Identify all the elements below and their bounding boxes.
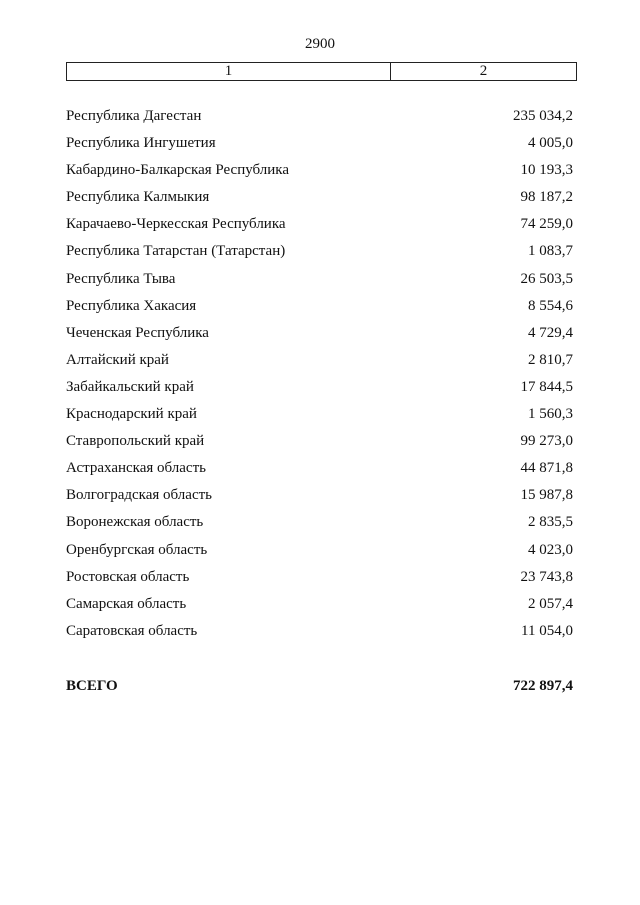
region-value: 99 273,0 [520,433,573,450]
region-value: 44 871,8 [520,460,573,477]
region-name: Краснодарский край [66,406,197,423]
region-name: Воронежская область [66,514,204,531]
region-value: 10 193,3 [520,162,573,179]
region-value: 4 005,0 [528,135,573,152]
region-name: Республика Дагестан [66,108,202,124]
region-name: Саратовская область [66,622,198,639]
region-name: Астраханская область [66,460,206,477]
region-value: 235 034,2 [513,108,573,124]
region-name: Оренбургская область [66,541,208,558]
region-name: Республика Ингушетия [66,135,216,152]
region-name: Волгоградская область [66,487,212,504]
table-row [66,241,573,268]
table-row [66,621,573,648]
region-name: Карачаево-Черкесская Республика [66,216,286,233]
table-row [66,133,573,160]
region-name: Республика Татарстан (Татарстан) [66,243,286,260]
region-value: 26 503,5 [520,270,573,287]
region-value: 74 259,0 [520,216,573,233]
table-row [66,269,573,296]
region-value: 17 844,5 [520,378,573,395]
region-value: 2 835,5 [528,514,573,531]
total-value: 722 897,4 [513,678,573,694]
table-row [66,431,573,458]
total-label: ВСЕГО [66,678,118,694]
region-name: Кабардино-Балкарская Республика [66,162,290,179]
table-row [66,485,573,512]
region-value: 4 729,4 [528,324,573,341]
table-row [66,350,573,377]
column-header-1: 1 [67,63,391,80]
region-name: Алтайский край [66,351,169,368]
region-list [66,106,573,648]
table-row [66,160,573,187]
region-value: 23 743,8 [520,568,573,585]
region-value: 98 187,2 [520,189,573,206]
region-value: 1 083,7 [528,243,573,260]
table-row [66,512,573,539]
total-row [66,676,573,696]
region-value: 8 554,6 [528,297,573,314]
region-name: Республика Хакасия [66,297,197,314]
table-row [66,296,573,323]
table-row [66,214,573,241]
table-row [66,458,573,485]
region-value: 4 023,0 [528,541,573,558]
table-row [66,106,573,133]
region-name: Забайкальский край [66,378,194,395]
column-header-table [66,62,577,81]
region-value: 15 987,8 [520,487,573,504]
column-header-2: 2 [479,63,488,79]
region-value: 2 810,7 [528,351,573,368]
region-value: 11 054,0 [521,622,573,639]
table-row [66,567,573,594]
page-number: 2900 [305,36,335,52]
region-value: 2 057,4 [528,595,573,612]
region-name: Республика Калмыкия [66,189,210,206]
region-name: Республика Тыва [66,270,176,287]
table-row [66,323,573,350]
table-row [66,594,573,621]
region-name: Самарская область [66,595,187,612]
table-row [66,404,573,431]
region-name: Ростовская область [66,568,190,585]
region-value: 1 560,3 [528,406,573,423]
table-row [66,187,573,214]
table-row [66,540,573,567]
region-name: Ставропольский край [66,433,205,450]
table-row [66,377,573,404]
region-name: Чеченская Республика [66,324,209,341]
